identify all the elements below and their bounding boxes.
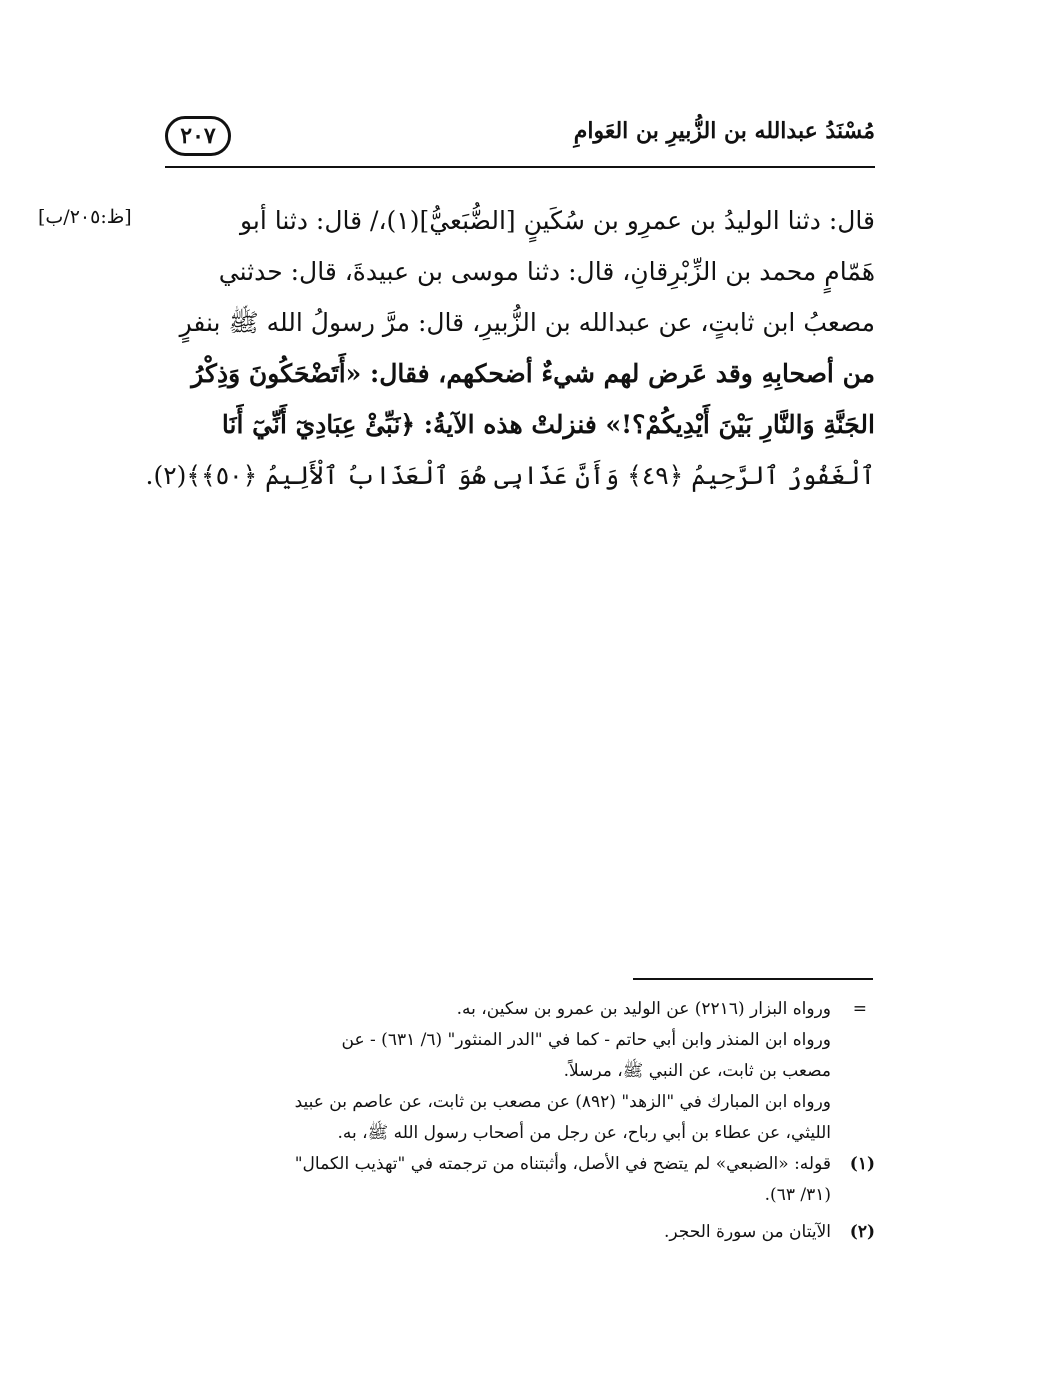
footnote-1 — [165, 1149, 875, 1211]
page-number-badge: ٢٠٧ — [165, 116, 231, 156]
footnote-line: ورواه ابن المبارك في "الزهد" (٨٩٢) عن مصعب بن ثابت، عن عاصم بن عبيد — [294, 1092, 831, 1112]
footnote-line: قوله: «الضبعي» لم يتضح في الأصل، وأثبتناه من ترجمته في "تهذيب الكمال" — [294, 1154, 831, 1174]
footnote-continuation-text — [165, 994, 831, 1149]
footnote-continuation — [165, 994, 875, 1149]
header-divider — [165, 166, 875, 168]
continuation-marker: = — [852, 999, 867, 1019]
footnote-1-marker: (١) — [849, 1154, 875, 1174]
footnote-1-text — [165, 1149, 831, 1211]
text-line-3: مصعبُ ابن ثابتٍ، عن عبدالله بن الزُّبيرِ، قال: مرَّ رسولُ الله ﷺ بنفرٍ — [179, 308, 875, 337]
text-line-4: من أصحابِهِ وقد عَرض لهم شيءٌ أضحكهم، فقال: «أَتَضْحَكُونَ وَذِكْرُ — [191, 359, 875, 388]
footnote-line: الآيتان من سورة الحجر. — [664, 1222, 831, 1242]
text-line-6: ٱلْغَفُورُ ٱلرَّحِيمُ ﴿٤٩﴾ وَأَنَّ عَذَابِى هُوَ ٱلْعَذَابُ ٱلْأَلِيمُ ﴿٥٠﴾﴾(٢). — [145, 461, 875, 490]
footnote-line: مصعب بن ثابت، عن النبي ﷺ، مرسلاً. — [563, 1061, 831, 1081]
footnotes-section — [165, 994, 875, 1248]
footnote-line: (٣١/ ٦٣). — [764, 1185, 831, 1205]
footnote-line: ورواه ابن المنذر وابن أبي حاتم - كما في "الدر المنثور" (٦/ ٦٣١) - عن — [341, 1030, 831, 1050]
footnote-line: الليثي، عن عطاء بن أبي رباح، عن رجل من أصحاب رسول الله ﷺ، به. — [337, 1123, 831, 1143]
manuscript-folio-reference: [ظ:٢٠٥/ب] — [38, 206, 132, 228]
footnote-2 — [165, 1217, 875, 1248]
text-line-2: هَمّامٍ محمد بن الزِّبْرِقانِ، قال: دثنا موسى بن عبيدةَ، قال: حدثني — [218, 257, 875, 286]
text-line-5: الجَنَّةِ وَالنَّارِ بَيْنَ أَيْدِيكُمْ؟!» فنزلتْ هذه الآيةُ: ﴿نَبِّئْ عِبَادِيٓ أَنِّيٓ أَنَا — [221, 410, 875, 439]
footnote-2-text — [165, 1217, 831, 1248]
footnote-2-marker: (٢) — [849, 1222, 875, 1242]
running-header-title: مُسْنَدُ عبدالله بن الزُّبيرِ بن العَوامِ — [573, 118, 875, 144]
footnote-separator — [633, 978, 873, 980]
footnote-line: ورواه البزار (٢٢١٦) عن الوليد بن عمرو بن سكين، به. — [456, 999, 831, 1019]
hadith-text — [145, 195, 875, 501]
text-line-1: قال: دثنا الوليدُ بن عمرِو بن سُكَينٍ [الضُّبَعيُّ](١)،/ قال: دثنا أبو — [239, 206, 875, 235]
